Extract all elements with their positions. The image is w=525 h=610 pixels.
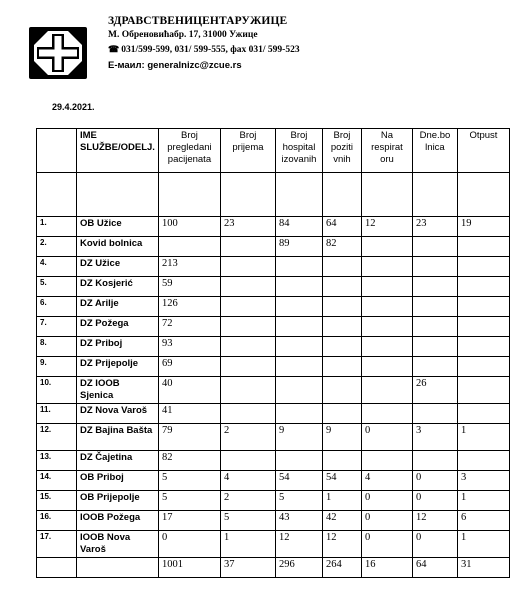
- header-row: [37, 129, 510, 173]
- data-cell: 3: [457, 471, 509, 491]
- data-cell: 54: [275, 471, 322, 491]
- data-cell: [361, 451, 412, 471]
- report-date: 29.4.2021.: [52, 102, 95, 112]
- letterhead: [108, 14, 300, 73]
- report-table: [36, 128, 510, 578]
- data-cell: [412, 237, 457, 257]
- table-row: [37, 451, 510, 471]
- data-cell: 5: [158, 471, 220, 491]
- data-cell: [322, 357, 361, 377]
- service-name: Kovid bolnica: [77, 237, 159, 257]
- col-header-num: [37, 129, 77, 173]
- table-row: [37, 297, 510, 317]
- org-phones-line: [108, 42, 300, 57]
- service-name: DZ Kosjerić: [77, 277, 159, 297]
- col-header-hospitalized: Broj hospital izovanih: [275, 129, 322, 173]
- data-cell: 23: [220, 217, 275, 237]
- data-cell: 1: [457, 531, 509, 558]
- data-cell: 5: [220, 511, 275, 531]
- table-row: [37, 357, 510, 377]
- data-cell: [412, 337, 457, 357]
- data-cell: [361, 377, 412, 404]
- row-number: 11.: [37, 404, 77, 424]
- data-cell: 0: [361, 424, 412, 451]
- total-cell: 37: [220, 558, 275, 578]
- data-cell: [361, 357, 412, 377]
- data-cell: 0: [412, 491, 457, 511]
- data-cell: [361, 337, 412, 357]
- data-cell: [361, 297, 412, 317]
- row-number: 17.: [37, 531, 77, 558]
- service-name: DZ Požega: [77, 317, 159, 337]
- data-cell: [457, 377, 509, 404]
- data-cell: 42: [322, 511, 361, 531]
- data-cell: [275, 317, 322, 337]
- data-cell: [322, 297, 361, 317]
- table-row: [37, 277, 510, 297]
- data-cell: [220, 404, 275, 424]
- data-cell: [322, 257, 361, 277]
- data-cell: 0: [361, 531, 412, 558]
- data-cell: 1: [457, 424, 509, 451]
- data-cell: 12: [275, 531, 322, 558]
- col-header-discharged: Otpust: [457, 129, 509, 173]
- col-header-respirator: Na respirat oru: [361, 129, 412, 173]
- blank-row: [37, 173, 510, 217]
- data-cell: 79: [158, 424, 220, 451]
- data-cell: 0: [158, 531, 220, 558]
- table-row: [37, 257, 510, 277]
- data-cell: [457, 317, 509, 337]
- data-cell: 89: [275, 237, 322, 257]
- data-cell: [275, 337, 322, 357]
- data-cell: [220, 297, 275, 317]
- table-row: [37, 377, 510, 404]
- service-name: DZ Arilje: [77, 297, 159, 317]
- data-cell: 40: [158, 377, 220, 404]
- data-cell: [412, 277, 457, 297]
- data-cell: [457, 337, 509, 357]
- service-name: OB Užice: [77, 217, 159, 237]
- service-name: IOOB Nova Varoš: [77, 531, 159, 558]
- data-cell: 5: [275, 491, 322, 511]
- data-cell: [457, 237, 509, 257]
- data-cell: [322, 451, 361, 471]
- row-number: 12.: [37, 424, 77, 451]
- table-row: [37, 337, 510, 357]
- service-name: OB Prijepolje: [77, 491, 159, 511]
- data-cell: [322, 404, 361, 424]
- data-cell: 26: [412, 377, 457, 404]
- data-cell: 82: [158, 451, 220, 471]
- data-cell: [322, 317, 361, 337]
- data-cell: [412, 297, 457, 317]
- data-cell: [457, 277, 509, 297]
- data-cell: 126: [158, 297, 220, 317]
- data-cell: 72: [158, 317, 220, 337]
- health-center-logo: [28, 26, 88, 80]
- col-header-examined: Broj pregledani pacijenata: [158, 129, 220, 173]
- data-cell: [275, 451, 322, 471]
- table-row: [37, 404, 510, 424]
- data-cell: 1: [457, 491, 509, 511]
- data-cell: 59: [158, 277, 220, 297]
- row-number: 5.: [37, 277, 77, 297]
- data-cell: 1: [322, 491, 361, 511]
- service-name: DZ Prijepolje: [77, 357, 159, 377]
- phone-icon: ☎: [108, 44, 120, 54]
- data-cell: [457, 297, 509, 317]
- row-number: 1.: [37, 217, 77, 237]
- data-cell: 64: [322, 217, 361, 237]
- table-body: [37, 217, 510, 578]
- data-cell: 69: [158, 357, 220, 377]
- data-cell: [220, 357, 275, 377]
- data-cell: 213: [158, 257, 220, 277]
- col-header-positive: Broj poziti vnih: [322, 129, 361, 173]
- table-row: [37, 491, 510, 511]
- service-name: DZ Užice: [77, 257, 159, 277]
- data-cell: 23: [412, 217, 457, 237]
- row-number: 7.: [37, 317, 77, 337]
- table-row: [37, 237, 510, 257]
- data-cell: [220, 257, 275, 277]
- totals-row: [37, 558, 510, 578]
- data-cell: [158, 237, 220, 257]
- col-header-admissions: Broj prijema: [220, 129, 275, 173]
- data-cell: [457, 451, 509, 471]
- service-name: OB Priboj: [77, 471, 159, 491]
- data-cell: 12: [322, 531, 361, 558]
- data-cell: 12: [361, 217, 412, 237]
- data-cell: [322, 337, 361, 357]
- data-cell: [275, 257, 322, 277]
- data-cell: [275, 377, 322, 404]
- service-name: IOOB Požega: [77, 511, 159, 531]
- service-name: DZ IOOB Sjenica: [77, 377, 159, 404]
- data-cell: 0: [361, 491, 412, 511]
- data-cell: [361, 277, 412, 297]
- table-row: [37, 217, 510, 237]
- data-cell: [412, 257, 457, 277]
- data-cell: 43: [275, 511, 322, 531]
- data-cell: 1: [220, 531, 275, 558]
- data-cell: 4: [361, 471, 412, 491]
- total-cell: 64: [412, 558, 457, 578]
- data-cell: 9: [275, 424, 322, 451]
- row-number: 15.: [37, 491, 77, 511]
- table-row: [37, 424, 510, 451]
- org-phones: 031/599-599, 031/ 599-555, фах 031/ 599-523: [121, 45, 300, 55]
- table-row: [37, 317, 510, 337]
- data-cell: 12: [412, 511, 457, 531]
- data-cell: 84: [275, 217, 322, 237]
- data-cell: [275, 297, 322, 317]
- data-cell: [322, 277, 361, 297]
- total-cell: 264: [322, 558, 361, 578]
- data-cell: [412, 357, 457, 377]
- data-cell: 41: [158, 404, 220, 424]
- data-cell: 100: [158, 217, 220, 237]
- service-name: DZ Priboj: [77, 337, 159, 357]
- col-header-day-hospital: Dne.bo lnica: [412, 129, 457, 173]
- row-number: 10.: [37, 377, 77, 404]
- data-cell: 5: [158, 491, 220, 511]
- data-cell: [220, 337, 275, 357]
- row-number: 4.: [37, 257, 77, 277]
- data-cell: [275, 404, 322, 424]
- data-cell: [322, 377, 361, 404]
- data-cell: 54: [322, 471, 361, 491]
- row-number: 14.: [37, 471, 77, 491]
- data-cell: [275, 357, 322, 377]
- row-number: 2.: [37, 237, 77, 257]
- data-cell: [457, 404, 509, 424]
- col-header-name: IME SLUŽBE/ODELJ.: [77, 129, 159, 173]
- data-cell: [361, 404, 412, 424]
- data-cell: [220, 277, 275, 297]
- data-cell: 0: [412, 531, 457, 558]
- data-cell: [412, 451, 457, 471]
- total-cell: 16: [361, 558, 412, 578]
- data-cell: [275, 277, 322, 297]
- row-number: 9.: [37, 357, 77, 377]
- data-cell: [412, 404, 457, 424]
- total-cell: 1001: [158, 558, 220, 578]
- total-cell: 31: [457, 558, 509, 578]
- service-name: DZ Nova Varoš: [77, 404, 159, 424]
- service-name: DZ Bajina Bašta: [77, 424, 159, 451]
- data-cell: [361, 317, 412, 337]
- data-cell: 93: [158, 337, 220, 357]
- data-cell: [220, 237, 275, 257]
- data-cell: [361, 257, 412, 277]
- data-cell: [220, 317, 275, 337]
- service-name: DZ Čajetina: [77, 451, 159, 471]
- org-name: ЗДРАВСТВЕНИЦЕНТАРУЖИЦЕ: [108, 15, 288, 27]
- data-cell: 2: [220, 424, 275, 451]
- data-cell: [412, 317, 457, 337]
- total-cell: 296: [275, 558, 322, 578]
- data-cell: 0: [412, 471, 457, 491]
- data-cell: 4: [220, 471, 275, 491]
- data-cell: 9: [322, 424, 361, 451]
- data-cell: [220, 377, 275, 404]
- data-cell: 82: [322, 237, 361, 257]
- data-cell: 0: [361, 511, 412, 531]
- org-email: E-маил: generalnizc@zcue.rs: [108, 60, 242, 71]
- data-cell: [220, 451, 275, 471]
- row-number: 8.: [37, 337, 77, 357]
- table-row: [37, 471, 510, 491]
- row-number: 16.: [37, 511, 77, 531]
- row-number: 13.: [37, 451, 77, 471]
- org-address: М. Обреновићабр. 17, 31000 Ужице: [108, 30, 258, 40]
- data-cell: 6: [457, 511, 509, 531]
- row-number: 6.: [37, 297, 77, 317]
- table-row: [37, 531, 510, 558]
- table-row: [37, 511, 510, 531]
- data-cell: 19: [457, 217, 509, 237]
- data-cell: [457, 357, 509, 377]
- data-cell: [457, 257, 509, 277]
- data-cell: 17: [158, 511, 220, 531]
- data-cell: 3: [412, 424, 457, 451]
- data-cell: 2: [220, 491, 275, 511]
- data-cell: [361, 237, 412, 257]
